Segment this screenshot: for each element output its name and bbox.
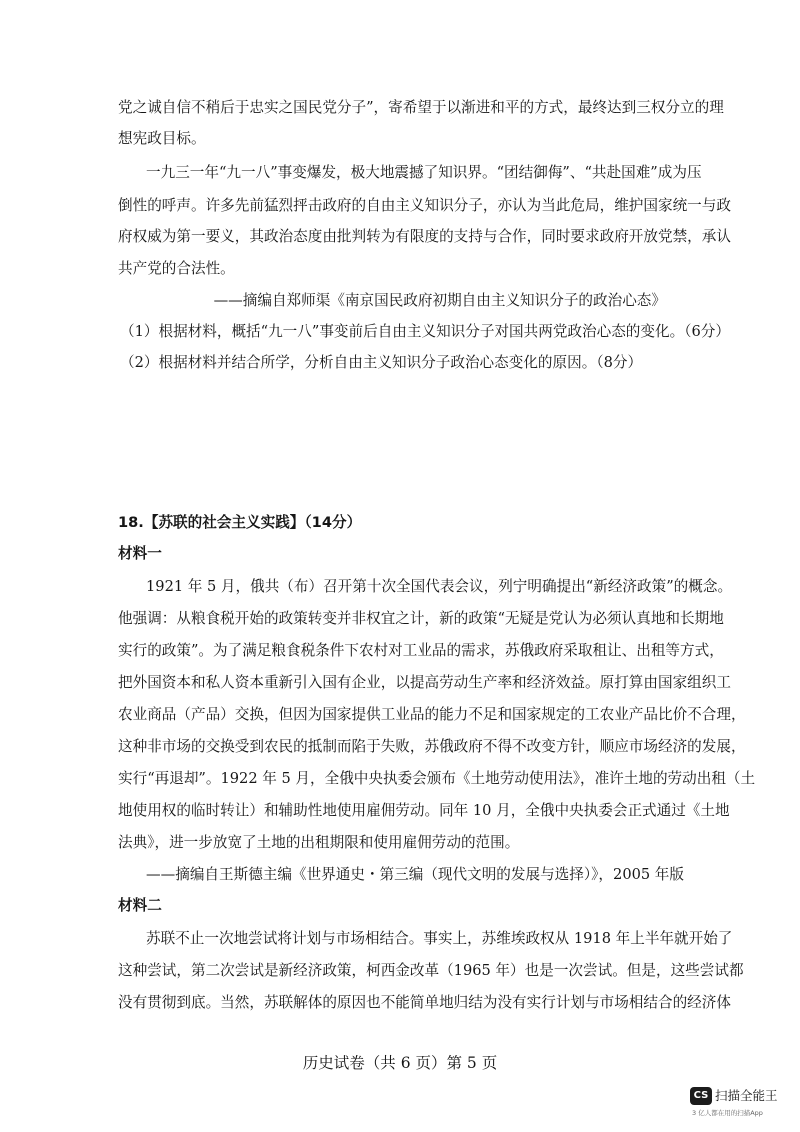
question-heading: 18.【苏联的社会主义实践】（14分） — [118, 514, 362, 531]
material-text-line: 把外国资本和私人资本重新引入国有企业，以提高劳动生产率和经济效益。原打算由国家组织工 — [118, 674, 731, 691]
question-item: （2）根据材料并结合所学，分析自由主义知识分子政治心态变化的原因。（8分） — [120, 354, 643, 371]
material-label: 材料二 — [118, 897, 162, 914]
material-text-line: 他强调：从粮食税开始的政策转变并非权宜之计，新的政策“无疑是党认为必须认真地和长期地 — [118, 610, 724, 627]
material-text-line: 这种尝试，第二次尝试是新经济政策，柯西金改革（1965 年）也是一次尝试。但是，这些尝试都 — [118, 962, 744, 979]
material-text-line: 法典》，进一步放宽了土地的出租期限和使用雇佣劳动的范围。 — [118, 834, 520, 851]
material-text-line: 实行“再退却”。1922 年 5 月，全俄中央执委会颁布《土地劳动使用法》，准许土地的劳动出租（土 — [118, 770, 756, 787]
material-text-line: 府权威为第一要义，其政治态度由批判转为有限度的支持与合作，同时要求政府开放党禁，承认 — [118, 228, 731, 245]
material-text-line: 党之诚自信不稍后于忠实之国民党分子”，寄希望于以渐进和平的方式，最终达到三权分立的理 — [118, 99, 724, 116]
watermark-subtitle: 3 亿人都在用的扫描App — [692, 1109, 763, 1117]
material-text-line: 想宪政目标。 — [118, 130, 206, 147]
material-source: ——摘编自王斯德主编《世界通史・第三编（现代文明的发展与选择）》，2005 年版 — [146, 866, 684, 883]
scanner-watermark — [690, 1087, 790, 1127]
question-item: （1）根据材料，概括“九一八”事变前后自由主义知识分子对国共两党政治心态的变化。（6分） — [120, 323, 730, 340]
material-text-line: 农业商品（产品）交换，但因为国家提供工业品的能力不足和国家规定的工农业产品比价不合理， — [118, 706, 746, 723]
camscanner-logo-icon: CS — [690, 1087, 712, 1105]
material-text-line: 倒性的呼声。许多先前猛烈抨击政府的自由主义知识分子，亦认为当此危局，维护国家统一与政 — [118, 197, 731, 214]
material-text-line: 实行的政策”。为了满足粮食税条件下农村对工业品的需求，苏俄政府采取租让、出租等方式， — [118, 642, 724, 659]
material-text-line: 一九三一年“九一八”事变爆发，极大地震撼了知识界。“团结御侮”、“共赴国难”成为压 — [146, 164, 702, 181]
material-text-line: 苏联不止一次地尝试将计划与市场相结合。事实上，苏维埃政权从 1918 年上半年就开始了 — [146, 930, 733, 947]
material-text-line: 地使用权的临时转让）和辅助性地使用雇佣劳动。同年 10 月，全俄中央执委会正式通过《土地 — [118, 802, 730, 819]
material-text-line: 没有贯彻到底。当然，苏联解体的原因也不能简单地归结为没有实行计划与市场相结合的经济体 — [118, 994, 731, 1011]
watermark-title: 扫描全能王 — [715, 1088, 778, 1103]
material-label: 材料一 — [118, 545, 162, 562]
material-source: ——摘编自郑师渠《南京国民政府初期自由主义知识分子的政治心态》 — [213, 292, 666, 309]
material-text-line: 这种非市场的交换受到农民的抵制而陷于失败，苏俄政府不得不改变方针，顺应市场经济的发展， — [118, 738, 746, 755]
material-text-line: 1921 年 5 月，俄共（布）召开第十次全国代表会议，列宁明确提出“新经济政策”的概念。 — [146, 578, 733, 595]
material-text-line: 共产党的合法性。 — [118, 260, 235, 277]
page-number-footer: 历史试卷（共 6 页）第 5 页 — [302, 1054, 498, 1072]
